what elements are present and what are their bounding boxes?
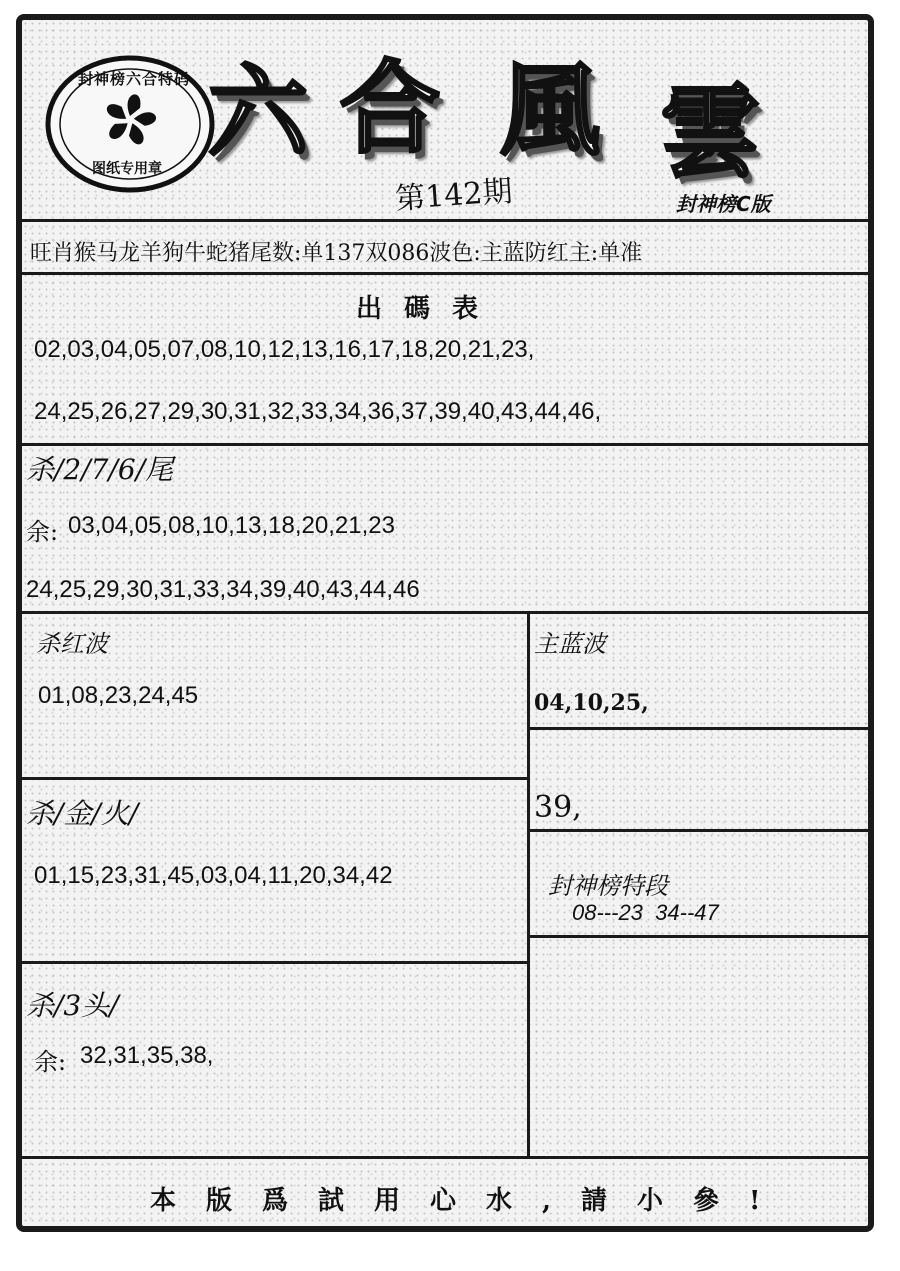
kill-head-numbers: 32,31,35,38, [80,1042,214,1069]
kill-head-heading: 杀/3头/ [26,989,119,1022]
divider-left-1 [22,777,529,780]
official-seal [44,54,216,194]
divider-kill-tail [22,611,868,614]
title-char-1: 六 [208,53,308,171]
seal-bottom-text: 图纸专用章 [92,161,162,177]
kill-element-numbers: 01,15,23,31,45,03,04,11,20,34,42 [34,862,393,889]
kill-tail-remainder-label: 余: [26,518,59,546]
kill-red-heading: 杀红波 [36,630,108,658]
seal-ring-text: 封神榜六合特码 [78,70,191,88]
code-table-line-1: 02,03,04,05,07,08,10,12,13,16,17,18,20,21,23, [34,336,535,363]
issue-number: 第142期 [394,173,514,218]
kill-tail-heading: 杀/2/7/6/尾 [26,453,174,486]
divider-footer [22,1156,868,1159]
title-char-3: 風 [500,51,600,169]
divider-right-3 [528,935,868,938]
code-table-line-2: 24,25,26,27,29,30,31,32,33,34,36,37,39,40,43,44,46, [34,398,602,425]
divider-table [22,443,868,446]
divider-column [527,611,530,1158]
main-blue-heading: 主蓝波 [534,630,606,658]
kill-tail-line-2: 24,25,29,30,31,33,34,39,40,43,44,46 [26,576,420,603]
special-segment-ranges: 08---23 34--47 [572,900,719,925]
footer-note: 本版爲試用心水,請小參! [150,1186,791,1216]
zodiac-info-line: 旺肖猴马龙羊狗牛蛇猪尾数:单137双086波色:主蓝防红主:单准 [30,241,643,266]
kill-element-heading: 杀/金/火/ [26,797,139,830]
divider-right-1 [528,727,868,730]
single-pick-number: 39, [534,790,582,825]
divider-info [22,272,868,275]
title-char-4: 雲 [660,73,760,191]
kill-head-remainder-label: 余: [34,1048,67,1076]
title-char-2: 合 [340,49,440,167]
divider-header [22,219,868,222]
edition-label: 封神榜C版 [676,192,771,216]
divider-right-2 [528,829,868,832]
special-segment-heading: 封神榜特段 [548,872,668,900]
divider-left-2 [22,961,529,964]
kill-tail-line-1: 03,04,05,08,10,13,18,20,21,23 [68,512,395,539]
code-table-title: 出碼表 [356,294,501,324]
main-blue-numbers: 04,10,25, [534,690,649,716]
kill-red-numbers: 01,08,23,24,45 [38,682,199,709]
